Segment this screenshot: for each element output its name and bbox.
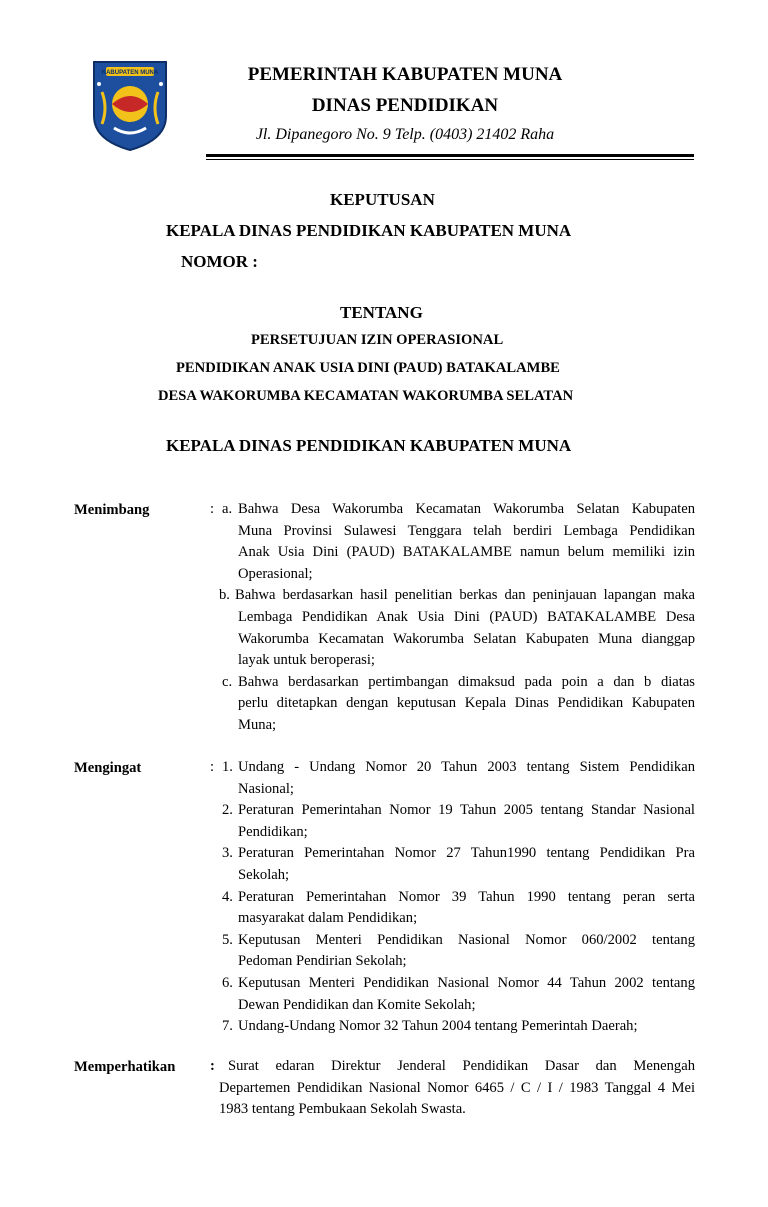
mengingat-item-line: Sekolah; [238,867,290,883]
subject-line-2: PENDIDIKAN ANAK USIA DINI (PAUD) BATAKALAMBE [176,360,560,376]
mengingat-item-line: Peraturan Pemerintahan Nomor 27 Tahun1990 tentang Pendidikan Pra [238,845,695,862]
issuer-title: KEPALA DINAS PENDIDIKAN KABUPATEN MUNA [166,221,572,240]
memperhatikan-line: 1983 tentang Pembukaan Sekolah Swasta. [219,1101,466,1118]
mengingat-item-line: Nasional; [238,780,294,797]
mengingat-item-marker: 6. [222,975,233,991]
menimbang-item-line: Wakorumba Kecamatan Wakorumba Selatan Kabupaten Muna dianggap [238,630,695,647]
subject-line-3: DESA WAKORUMBA KECAMATAN WAKORUMBA SELATAN [158,388,574,404]
menimbang-item-line: Bahwa berdasarkan hasil penelitian berkas dan peninjauan lapangan maka [235,587,695,604]
department-name: DINAS PENDIDIKAN [311,95,499,116]
menimbang-item-line: perlu ditetapkan dengan keputusan Kepala Dinas Pendidikan Kabupaten [238,695,695,712]
letterhead-rule-thin [206,159,694,160]
keputusan-title: KEPUTUSAN [330,190,435,209]
mengingat-item-line: masyarakat dalam Pendidikan; [238,910,418,927]
menimbang-item-line: Muna; [238,717,277,733]
mengingat-item-marker: 7. [222,1018,233,1035]
menimbang-item-line: Muna Provinsi Sulawesi Tenggara telah berdiri Lembaga Pendidikan [238,522,695,539]
mengingat-item-line: Keputusan Menteri Pendidikan Nasional Nomor 060/2002 tentang [238,931,695,948]
mengingat-item-marker: 3. [222,845,233,862]
mengingat-item-line: Keputusan Menteri Pendidikan Nasional Nomor 44 Tahun 2002 tentang [238,975,695,991]
mengingat-item-line: Peraturan Pemerintahan Nomor 19 Tahun 2005 tentang Standar Nasional [238,802,695,819]
logo-star [97,82,101,86]
nomor-line: NOMOR : [181,252,258,271]
menimbang-item-marker: c. [222,673,233,690]
mengingat-item-marker: 4. [222,888,233,905]
logo-text: KABUPATEN MUNA [101,70,159,76]
mengingat-item-line: Peraturan Pemerintahan Nomor 39 Tahun 1990 tentang peran serta [238,888,695,905]
memperhatikan-label: Memperhatikan [74,1059,176,1075]
letterhead-rule-thick [206,154,694,157]
tentang-title: TENTANG [340,303,423,322]
mengingat-item-line: Dewan Pendidikan dan Komite Sekolah; [238,996,476,1013]
mengingat-colon: : [210,759,215,775]
menimbang-item-marker: b. [219,587,230,604]
memperhatikan-line: Departemen Pendidikan Nasional Nomor 6465 / C / I / 1983 Tanggal 4 Mei [219,1079,695,1096]
subject-line-1: PERSETUJUAN IZIN OPERASIONAL [251,332,504,348]
mengingat-item-line: Undang-Undang Nomor 32 Tahun 2004 tentang Pemerintah Daerah; [238,1018,638,1035]
issuer-title-2: KEPALA DINAS PENDIDIKAN KABUPATEN MUNA [166,436,572,455]
menimbang-colon: : [210,501,215,517]
menimbang-item-line: Anak Usia Dini (PAUD) BATAKALAMBE namun belum memiliki izin [238,544,695,561]
memperhatikan-colon: : [210,1058,215,1074]
government-name: PEMERINTAH KABUPATEN MUNA [247,64,563,85]
mengingat-item-line: Pedoman Pendirian Sekolah; [238,953,407,970]
menimbang-item-line: Bahwa berdasarkan pertimbangan dimaksud pada poin a dan b diatas [238,673,695,690]
logo-star [159,82,163,86]
menimbang-label: Menimbang [74,502,150,518]
menimbang-item-line: layak untuk beroperasi; [238,652,375,669]
mengingat-item-line: Undang - Undang Nomor 20 Tahun 2003 tentang Sistem Pendidikan [238,759,695,775]
mengingat-item-marker: 2. [222,802,233,819]
menimbang-item-marker: a. [222,501,233,517]
mengingat-item-line: Pendidikan; [238,823,308,840]
mengingat-label: Mengingat [74,760,142,776]
mengingat-item-marker: 1. [222,759,233,775]
memperhatikan-line: Surat edaran Direktur Jenderal Pendidikan Dasar dan Menengah [228,1058,695,1074]
mengingat-item-marker: 5. [222,931,233,948]
menimbang-item-line: Bahwa Desa Wakorumba Kecamatan Wakorumba Selatan Kabupaten [238,501,695,517]
address-line: Jl. Dipanegoro No. 9 Telp. (0403) 21402 Raha [255,126,555,143]
menimbang-item-line: Lembaga Pendidikan Anak Usia Dini (PAUD) BATAKALAMBE Desa [238,609,695,625]
menimbang-item-line: Operasional; [238,565,313,582]
kabupaten-muna-logo [90,58,170,152]
